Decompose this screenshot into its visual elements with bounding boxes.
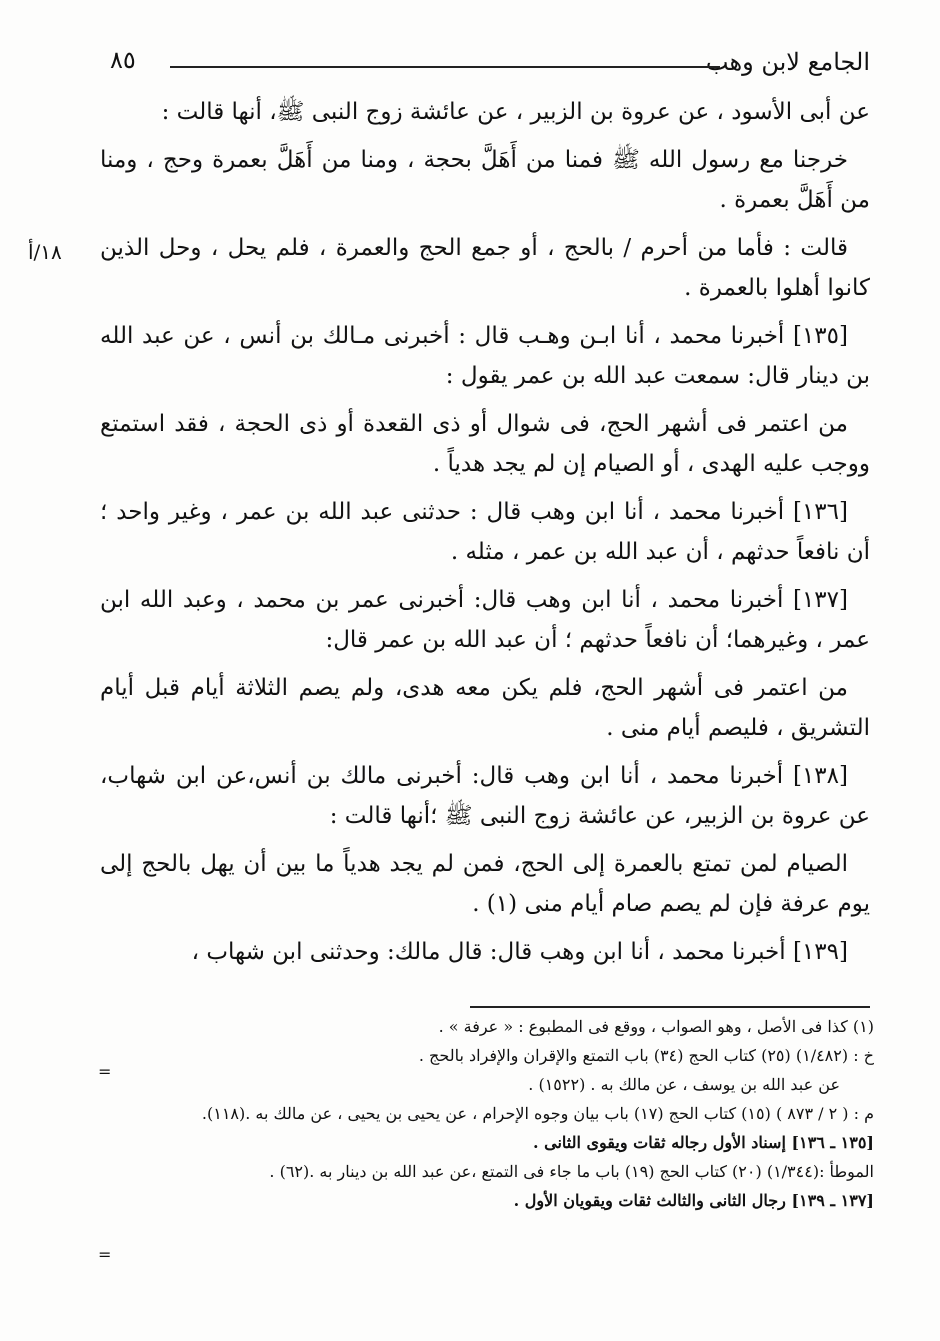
continuation-mark-2: =: [98, 1245, 112, 1264]
takhrij-muwatta: الموطأ :(١/٣٤٤) (٢٠) كتاب الحج (١٩) باب ما جاء فى التمتع ،عن عبد الله بن دينار به .(٦٢) .: [269, 1162, 874, 1181]
footnotes: [96, 1012, 874, 1215]
paragraph-2: خرجنا مع رسول الله ﷺ فمنا من أَهَلَّ بحجة ، ومنا من أَهَلَّ بعمرة وحج ، ومنا من أَهَلَّ بعمرة .: [100, 147, 870, 213]
isnad-note-135-136: [١٣٥ ـ ١٣٦] إسناد الأول رجاله ثقات ويقوى الثانى .: [532, 1133, 874, 1152]
hadith-135: [١٣٥] أخبرنا محمد ، أنا ابـن وهـب قال : أخبرنى مـالك بن أنس ، عن عبد الله بن دينار قال: سمعت عبد الله بن عمر يقول :: [100, 323, 870, 389]
manuscript-folio-note: ١٨/أ: [28, 240, 62, 264]
paragraph-1: عن أبى الأسود ، عن عروة بن الزبير ، عن عائشة زوج النبى ﷺ، أنها قالت :: [161, 99, 870, 125]
takhrij-bukhari-cont: عن عبد الله بن يوسف ، عن مالك به . (١٥٢٢) .: [528, 1075, 840, 1094]
paragraph-5: من اعتمر فى أشهر الحج، فى شوال أو ذى القعدة أو ذى الحجة ، فقد استمتع ووجب عليه الهدى ، أو الصيام إن لم يجد هدياً .: [100, 411, 870, 477]
isnad-note-137-139: [١٣٧ ـ ١٣٩] رجال الثانى والثالث ثقات ويقويان الأول .: [513, 1191, 874, 1210]
takhrij-muslim: م : ( ٢ / ٨٧٣ ) (١٥) كتاب الحج (١٧) باب بيان وجوه الإحرام ، عن يحيى بن يحيى ، عن مالك به .(١١٨).: [201, 1104, 874, 1123]
hadith-137: [١٣٧] أخبرنا محمد ، أنا ابن وهب قال: أخبرنى عمر بن محمد ، وعبد الله ابن عمر ، وغيرهما؛ أن نافعاً حدثهم ؛ أن عبد الله بن عمر قال:: [100, 587, 870, 653]
running-header: [110, 40, 870, 80]
page-number: ٨٥: [110, 46, 136, 74]
paragraph-8: من اعتمر فى أشهر الحج، فلم يكن معه هدى، ولم يصم الثلاثة أيام قبل أيام التشريق ، فليصم أيام منى .: [100, 675, 870, 741]
paragraph-10: الصيام لمن تمتع بالعمرة إلى الحج، فمن لم يجد هدياً ما بين أن يهل بالحج إلى يوم عرفة فإن لم يصم صام أيام منى (١) .: [100, 851, 870, 917]
continuation-mark-1: =: [98, 1062, 112, 1081]
book-title: الجامع لابن وهب: [705, 48, 870, 76]
hadith-139: [١٣٩] أخبرنا محمد ، أنا ابن وهب قال: قال مالك: وحدثنى ابن شهاب ،: [191, 939, 848, 965]
hadith-136: [١٣٦] أخبرنا محمد ، أنا ابن وهب قال : حدثنى عبد الله بن عمر ، وغير واحد ؛ أن نافعاً حدثهم ، أن عبد الله بن عمر ، مثله .: [100, 499, 870, 565]
hadith-138: [١٣٨] أخبرنا محمد ، أنا ابن وهب قال: أخبرنى مالك بن أنس،عن ابن شهاب، عن عروة بن الزبير، عن عائشة زوج النبى ﷺ ؛أنها قالت :: [100, 763, 870, 829]
main-text: [100, 92, 870, 980]
takhrij-bukhari: خ : (١/٤٨٢) (٢٥) كتاب الحج (٣٤) باب التمتع والإقران والإفراد بالحج .: [418, 1046, 874, 1065]
header-rule: [170, 66, 720, 68]
paragraph-3: قالت : فأما من أحرم / بالحج ، أو جمع الحج والعمرة ، فلم يحل ، وحل الذين كانوا أهلوا بالعمرة .: [100, 235, 870, 301]
footnote-rule: [470, 1006, 870, 1008]
footnote-1: (١) كذا فى الأصل ، وهو الصواب ، ووقع فى المطبوع : « عرفة » .: [438, 1017, 874, 1036]
